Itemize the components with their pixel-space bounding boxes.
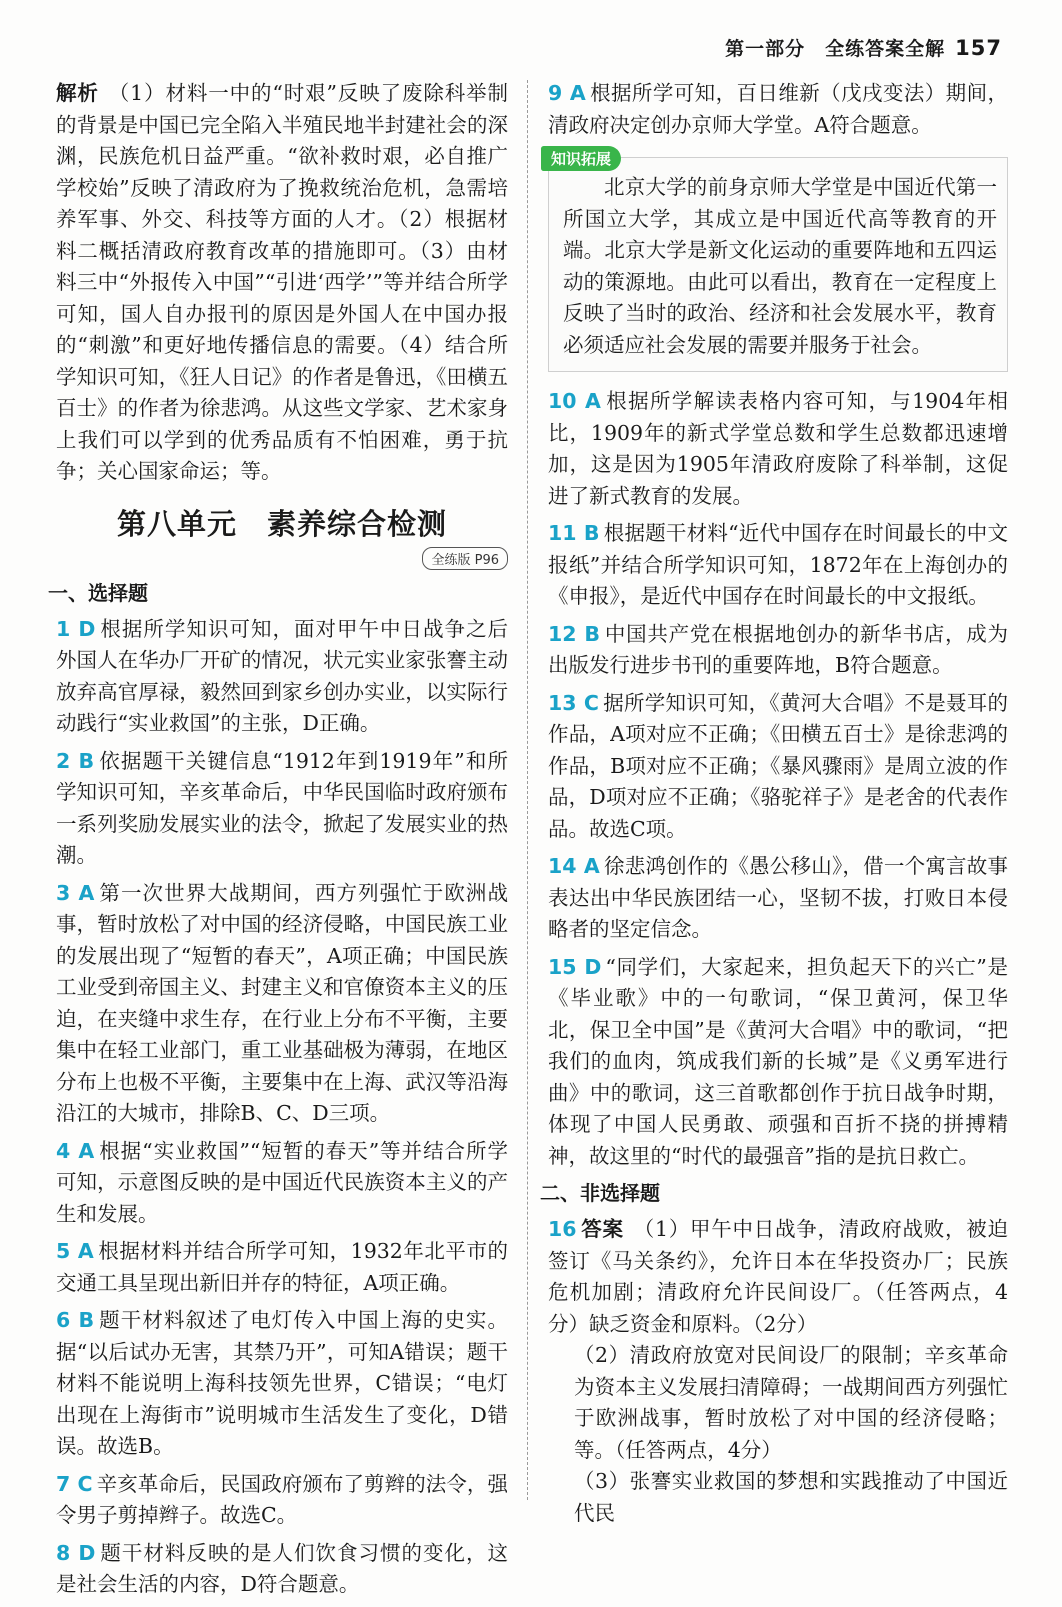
answer-text: 根据所学解读表格内容可知，与1904年相比，1909年的新式学堂总数和学生总数都迅速增加，这是因为1905年清政府废除了科举制，这促进了新式教育的发展。 [548, 389, 1009, 508]
answer-text: 依据题干关键信息“1912年到1919年”和所学知识可知，辛亥革命后，中华民国临时政府颁布一系列奖励发展实业的法令，掀起了发展实业的热潮。 [56, 748, 508, 867]
answer-item [548, 78, 1008, 141]
left-column [48, 78, 509, 1607]
answer-tag: 10 A [548, 389, 601, 413]
answer-item [548, 952, 1008, 1173]
answer-text: 题干材料叙述了电灯传入中国上海的史实。据“以后试办无害，其禁乃开”，可知A错误；题干材料不能说明上海科技领先世界，C错误；“电灯出现在上海街市”说明城市生活发生了变化，D错误。故选B。 [56, 1308, 509, 1458]
page-number: 157 [955, 36, 1002, 60]
answer-text: 根据题干材料“近代中国存在时间最长的中文报纸”并结合所学知识可知，1872年在上海创办的《申报》，是近代中国存在时间最长的中文报纸。 [548, 521, 1008, 608]
right-column [540, 78, 1009, 1529]
q16-part1-text: （1）甲午中日战争，清政府战败，被迫签订《马关条约》，允许日本在华投资办厂；民族危机加剧；清政府允许民间设厂。（任答两点，4分）缺乏资金和原料。（2分） [548, 1217, 1009, 1336]
answer-text: 题干材料反映的是人们饮食习惯的变化，这是社会生活的内容，D符合题意。 [56, 1540, 508, 1596]
answer-text: 根据材料并结合所学可知，1932年北平市的交通工具呈现出新旧并存的特征，A项正确。 [56, 1239, 508, 1295]
answer-tag: 3 A [56, 880, 95, 905]
answer-item [56, 746, 508, 872]
answer-text: 根据“实业救国”“短暂的春天”等并结合所学可知，示意图反映的是中国近代民族资本主义的产生和发展。 [56, 1138, 508, 1226]
answer-text: 中国共产党在根据地创办的新华书店，成为出版发行进步书刊的重要阵地，B符合题意。 [548, 621, 1009, 677]
answer-tag: 4 A [56, 1138, 95, 1163]
answer-item [56, 1538, 508, 1601]
answer-tag: 11 B [548, 521, 600, 545]
answer-text: “同学们，大家起来，担负起天下的兴亡”是《毕业歌》中的一句歌词，“保卫黄河，保卫华北，保卫全中国”是《黄河大合唱》中的歌词，“把我们的血肉，筑成我们新的长城”是《义勇军进行曲》中的歌词，这三首歌都创作于抗日战争时期，体现了中国人民勇敢、顽强和百折不挠的拼搏精神，故这里的“时代的最强音”指的是抗日救亡。 [548, 954, 1008, 1168]
answer-item [548, 851, 1008, 946]
knowledge-extension-box [548, 150, 1008, 372]
header-section: 第一部分 全练答案全解 [725, 38, 946, 60]
knowledge-extension-text: 北京大学的前身京师大学堂是中国近代第一所国立大学，其成立是中国近代高等教育的开端。北京大学是新文化运动的重要阵地和五四运动的策源地。由此可以看出，教育在一定程度上反映了当时的政治、经济和社会发展水平，教育必须适应社会发展的需要并服务于社会。 [563, 175, 997, 357]
answer-item [56, 1236, 508, 1299]
answer-text: 辛亥革命后，民国政府颁布了剪辫的法令，强令男子剪掉辫子。故选C。 [56, 1471, 509, 1527]
answer-label: 答案 [580, 1217, 624, 1241]
answer-text: 第一次世界大战期间，西方列强忙于欧洲战事，暂时放松了对中国的经济侵略，中国民族工业的发展出现了“短暂的春天”，A项正确；中国民族工业受到帝国主义、封建主义和官僚资本主义的压迫，在夹缝中求生存，在行业上分布不平衡，主要集中在轻工业部门，重工业基础极为薄弱，在地区分布上也极不平衡，主要集中在上海、武汉等沿海沿江的大城市，排除B、C、D三项。 [56, 880, 508, 1125]
answer-item [56, 878, 508, 1130]
unit-title: 第八单元 素养综合检测 [116, 506, 447, 541]
answer-item [56, 1469, 508, 1532]
answer-item [56, 1136, 508, 1231]
answer-item [56, 614, 508, 740]
answer-tag: 6 B [56, 1308, 95, 1332]
q16-part3: （3）张謇实业救国的梦想和实践推动了中国近代民 [574, 1469, 1008, 1525]
answer-tag: 8 D [56, 1540, 96, 1565]
ref-tag: 全练版 P96 [422, 547, 508, 570]
answer-tag: 15 D [548, 954, 602, 979]
answer-tag: 14 A [548, 854, 600, 878]
answer-tag: 9 A [548, 81, 586, 105]
knowledge-extension-label: 知识拓展 [541, 146, 621, 171]
answer-tag: 12 B [548, 621, 601, 646]
analysis-text: （1）材料一中的“时艰”反映了废除科举制的背景是中国已完全陷入半殖民地半封建社会的深渊，民族危机日益严重。“欲补救时艰，必自推广学校始”反映了清政府为了挽救统治危机，急需培养军事、外交、科技等方面的人才。（2）根据材料二概括清政府教育改革的措施即可。（3）由材料三中“外报传入中国”“引进‘西学’”等并结合所学可知，国人自办报刊的原因是外国人在中国办报的“刺激”和更好地传播信息的需要。（4）结合所学知识可知，《狂人日记》的作者是鲁迅，《田横五百士》的作者为徐悲鸿。从这些文学家、艺术家身上我们可以学到的优秀品质有不怕困难，勇于抗争；关心国家命运；等。 [56, 81, 508, 483]
q16-part1 [548, 1214, 1008, 1340]
section-heading-nonchoice: 二、非选择题 [540, 1181, 660, 1205]
answer-tag: 7 C [56, 1471, 93, 1496]
answer-text: 根据所学知识可知，面对甲午中日战争之后外国人在华办厂开矿的情况，状元实业家张謇主动放弃高官厚禄，毅然回到家乡创办实业，以实际行动践行“实业救国”的主张，D正确。 [56, 616, 508, 735]
answer-text: 根据所学可知，百日维新（戊戌变法）期间，清政府决定创办京师大学堂。A符合题意。 [548, 81, 1008, 137]
answer-tag: 1 D [56, 616, 96, 641]
answer-item [548, 386, 1008, 512]
column-divider [527, 80, 528, 1500]
q16-part2: （2）清政府放宽对民间设厂的限制；辛亥革命为资本主义发展扫清障碍；一战期间西方列强忙于欧洲战事，暂时放松了对中国的经济侵略；等。（任答两点，4分） [574, 1343, 1008, 1462]
answer-text: 徐悲鸿创作的《愚公移山》，借一个寓言故事表达出中华民族团结一心，坚韧不拔，打败日本侵略者的坚定信念。 [548, 854, 1009, 941]
section-heading-choice: 一、选择题 [48, 580, 148, 605]
analysis-label: 解析 [56, 81, 99, 105]
answer-item [56, 1305, 508, 1463]
q16-tag: 16 [548, 1217, 577, 1241]
page-header [725, 34, 1002, 61]
answer-tag: 13 C [548, 690, 599, 715]
analysis-paragraph [56, 78, 508, 488]
ref-tag-row [56, 547, 508, 570]
answer-tag: 2 B [56, 748, 95, 773]
answer-text: 据所学知识可知，《黄河大合唱》不是聂耳的作品，A项对应不正确；《田横五百士》是徐悲鸿的作品，B项对应不正确；《暴风骤雨》是周立波的作品，D项对应不正确；《骆驼祥子》是老舍的代表作品。故选C项。 [548, 690, 1009, 841]
answer-item [548, 688, 1008, 846]
answer-item [548, 518, 1008, 613]
answer-item [548, 619, 1008, 682]
answer-tag: 5 A [56, 1239, 94, 1263]
